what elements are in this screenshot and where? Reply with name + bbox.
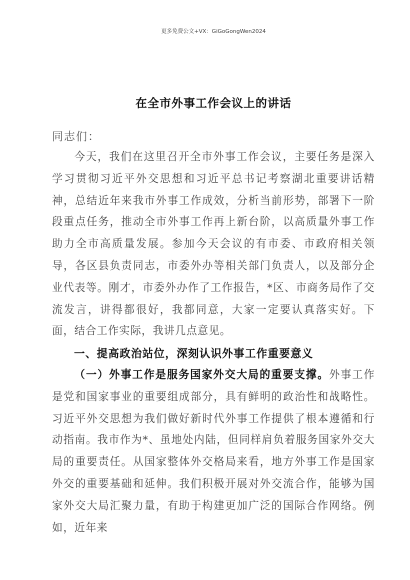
paragraph-sub1: [52, 365, 375, 539]
subheading-1: （一）外事工作是服务国家外交大局的重要支撑。: [74, 368, 330, 381]
document-title: 在全市外事工作会议上的讲话: [135, 96, 292, 110]
section-heading-1: 一、提高政治站位，深刻认识外事工作重要意义: [74, 347, 314, 361]
header-note: 更多免费公文+VX：GiGoGongWen2024: [161, 29, 266, 35]
paragraph-intro-text: 今天，我们在这里召开全市外事工作会议，主要任务是深入学习贯彻习近平外交思想和习近平总书记考察湖北重要讲话精神，总结近年来我市外事工作成效，分析当前形势，部署下一阶段重点任务，推动全市外事工作再上新台阶，以高质量外事工作助力全市高质量发展。参加今天会议的有市委、市政府相关领导，各区县负责同志，市委外办等相关部门负责人，以及部分企业代表等。刚才，市委外办作了工作报告，*区、市商务局作了交流发言，讲得都很好，我都同意，大家一定要认真落实好。下面，结合工作实际，我讲几点意见。: [52, 151, 375, 338]
paragraph-intro: [52, 147, 375, 343]
greeting: 同志们：: [52, 130, 100, 143]
paragraph-sub1-text: 外事工作是党和国家事业的重要组成部分，具有鲜明的政治性和战略性。习近平外交思想为我们做好新时代外事工作提供了根本遵循和行动指南。我市作为*、虽地处内陆，但同样肩负着服务国家外交大局的重要责任。从国家整体外交格局来看，地方外事工作是国家外交的重要基础和延伸。我们积极开展对外交流合作，能够为国家外交大局汇聚力量，有助于构建更加广泛的国际合作网络。例如，近年来: [52, 368, 376, 534]
